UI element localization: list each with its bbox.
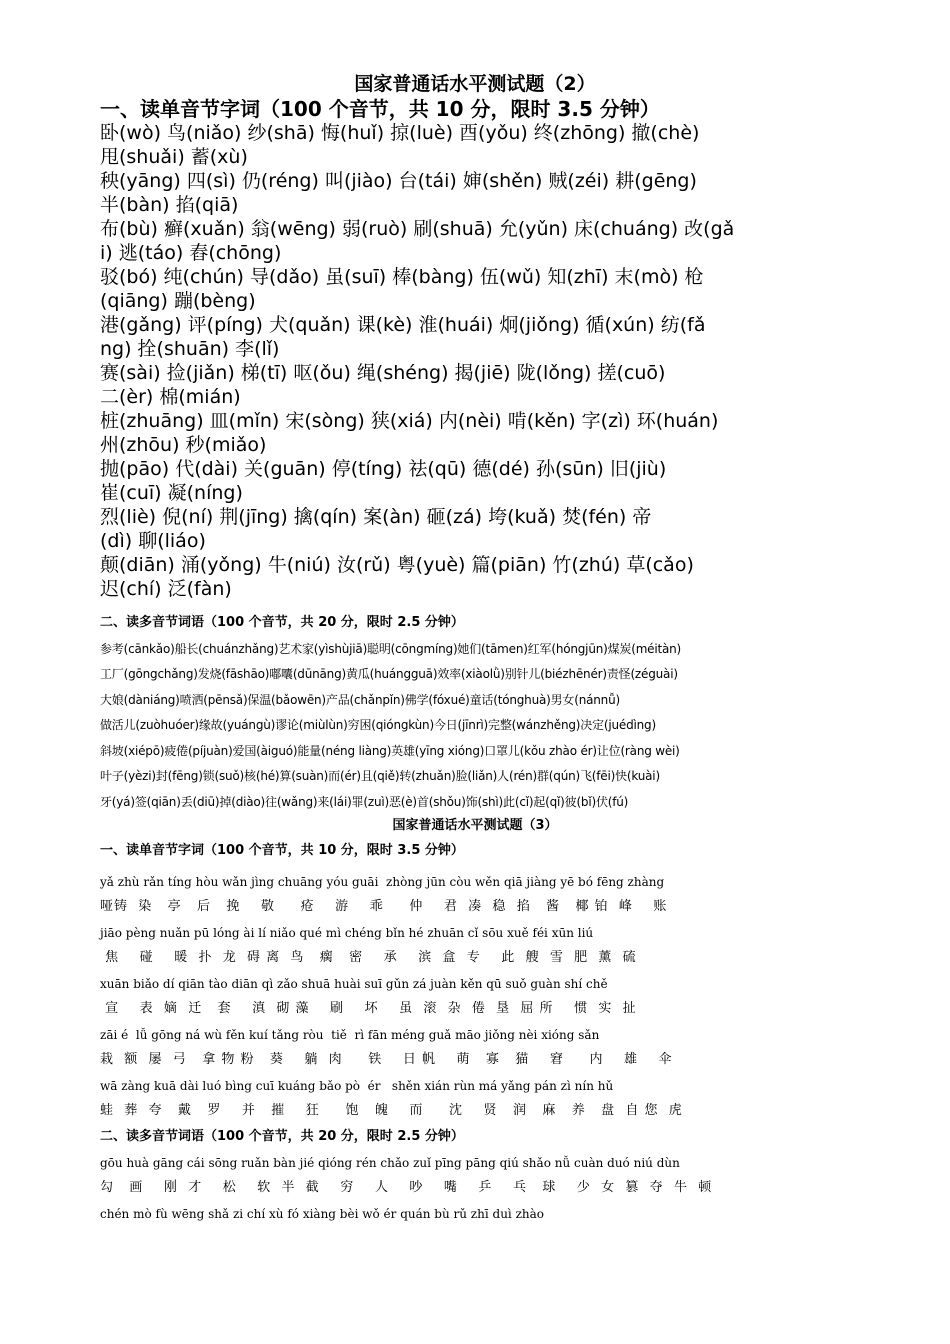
word-line: 桩(zhuāng) 皿(mǐn) 宋(sòng) 狭(xiá) 内(nèi) 啃(kěn) 字(zì) 环(huán): [100, 410, 719, 432]
word-line: 卧(wò) 鸟(niǎo) 纱(shā) 悔(huǐ) 掠(luè) 酉(yǒu) 终(zhōng) 撤(chè): [100, 122, 700, 144]
phrase-line: 工厂(gōngchǎng)发烧(fāshāo)嘟囔(dūnāng)黄瓜(huángguā)效率(xiàolǜ)别针儿(biézhēnér)责怪(zéguài): [100, 667, 678, 681]
test3-section2-heading: 二、读多音节词语（100 个音节，共 20 分，限时 2.5 分钟）: [100, 1129, 464, 1144]
word-line: (dì) 聊(liáo): [100, 530, 206, 552]
word-line: 赛(sài) 捡(jiǎn) 梯(tī) 呕(ǒu) 绳(shéng) 揭(jiē) 陇(lǒng) 搓(cuō): [100, 362, 666, 384]
hanzi-line: 焦 碰 暖 扑 龙 碍 离 鸟 瘸 密 承 滨 盒 专 此 艘 雪 肥 薰 硫: [100, 950, 637, 965]
word-line: 秧(yāng) 四(sì) 仍(réng) 叫(jiào) 台(tái) 婶(shěn) 贼(zéi) 耕(gēng): [100, 170, 697, 192]
phrase-line: 牙(yá)签(qiān)丢(diū)掉(diào)往(wǎng)来(lái)罪(zuì)恶(è)首(shǒu)饰(shì)此(cǐ)起(qǐ)彼(bǐ)伏(fú): [100, 795, 629, 809]
phrase-line: 大娘(dàniáng)喷洒(pēnsǎ)保温(bǎowēn)产品(chǎnpǐn)佛学(fóxué)童话(tónghuà)男女(nánnǚ): [100, 693, 620, 707]
hanzi-line: 栽 额 屡 弓 拿 物 粉 葵 躺 肉 铁 日 帆 萌 寡 猫 窘 内 雄 伞: [100, 1052, 673, 1067]
phrase-line: 做活儿(zuòhuóer)缘故(yuángù)谬论(miùlùn)穷困(qióngkùn)今日(jīnrì)完整(wánzhěng)决定(juédìng): [100, 718, 656, 732]
test2-section2-heading: 二、读多音节词语（100 个音节，共 20 分，限时 2.5 分钟）: [100, 615, 464, 630]
word-line: 抛(pāo) 代(dài) 关(guān) 停(tíng) 祛(qū) 德(dé) 孙(sūn) 旧(jiù): [100, 458, 667, 480]
test3-title: 国家普通话水平测试题（3）: [392, 818, 558, 833]
pinyin-line: zāi é lǚ gōng ná wù fěn kuí tǎng ròu tiě rì fān méng guǎ māo jiǒng nèi xióng sǎn: [100, 1028, 600, 1042]
word-line: 半(bàn) 掐(qiā): [100, 194, 239, 216]
word-line: 港(gǎng) 评(píng) 犬(quǎn) 课(kè) 淮(huái) 炯(jiǒng) 循(xún) 纺(fǎ: [100, 314, 706, 336]
word-line: (qiāng) 蹦(bèng): [100, 290, 256, 312]
test2-section1-heading: 一、读单音节字词（100 个音节，共 10 分，限时 3.5 分钟）: [100, 97, 660, 121]
word-line: 二(èr) 棉(mián): [100, 386, 241, 408]
hanzi-line: 宣 表 嫡 迁 套 滇 砌 藻 刷 坏 虽 滚 杂 倦 垦 屈 所 惯 实 扯: [100, 1001, 637, 1016]
hanzi-line: 勾 画 刚 才 松 软 半 截 穷 人 吵 嘴 乒 乓 球 少 女 篡 夺 牛 顿: [100, 1180, 713, 1195]
word-line: 州(zhōu) 秒(miǎo): [100, 434, 267, 456]
hanzi-line: 蛙 葬 夸 戴 罗 并 摧 狂 饱 魄 而 沈 贤 润 麻 养 盘 自 您 虎: [100, 1103, 683, 1118]
pinyin-line: yǎ zhù rǎn tíng hòu wǎn jìng chuāng yóu guāi zhòng jūn còu wěn qiā jiàng yē bó fēng zhàng: [100, 875, 665, 889]
word-line: 崔(cuī) 凝(níng): [100, 482, 243, 504]
word-line: 甩(shuǎi) 蓄(xù): [100, 146, 248, 168]
phrase-line: 叶子(yèzi)封(fēng)锁(suǒ)核(hé)算(suàn)而(ér)且(qiě)转(zhuǎn)脸(liǎn)人(rén)群(qún)飞(fēi)快(kuài): [100, 769, 660, 783]
word-line: ng) 拴(shuān) 李(lǐ): [100, 338, 280, 360]
test2-title: 国家普通话水平测试题（2）: [354, 73, 596, 95]
pinyin-line: gōu huà gāng cái sōng ruǎn bàn jié qióng rén chǎo zuǐ pīng pāng qiú shǎo nǚ cuàn duó niú dùn: [100, 1156, 680, 1170]
test3-section1-heading: 一、读单音节字词（100 个音节，共 10 分，限时 3.5 分钟）: [100, 843, 464, 858]
word-line: 布(bù) 癣(xuǎn) 翁(wēng) 弱(ruò) 刷(shuā) 允(yǔn) 床(chuáng) 改(gǎ: [100, 218, 735, 240]
word-line: 迟(chí) 泛(fàn): [100, 578, 232, 600]
phrase-line: 斜坡(xiépō)疲倦(píjuàn)爱国(àiguó)能量(néng liàng)英雄(yīng xióng)口罩儿(kǒu zhào ér)让位(ràng wèi): [100, 744, 680, 758]
word-line: 颠(diān) 涌(yǒng) 牛(niú) 汝(rǔ) 粤(yuè) 篇(piān) 竹(zhú) 草(cǎo): [100, 554, 694, 576]
hanzi-line: 哑铸 染 亭 后 挽 敬 疮 游 乖 仲 君 凑 稳 掐 酱 椰 铂 峰 账: [100, 899, 668, 914]
phrase-line: 参考(cānkǎo)船长(chuánzhǎng)艺术家(yìshùjiā)聪明(cōngmíng)她们(tāmen)红军(hóngjūn)煤炭(méitàn): [100, 642, 682, 656]
word-line: 驳(bó) 纯(chún) 导(dǎo) 虽(suī) 棒(bàng) 伍(wǔ) 知(zhī) 末(mò) 枪: [100, 266, 704, 288]
pinyin-line: chén mò fù wēng shǎ zi chí xù fó xiàng bèi wǒ ér quán bù rǔ zhī duì zhào: [100, 1207, 545, 1221]
word-line: 烈(liè) 倪(ní) 荆(jīng) 擒(qín) 案(àn) 砸(zá) 垮(kuǎ) 焚(fén) 帝: [100, 506, 652, 528]
pinyin-line: xuān biǎo dí qiān tào diān qì zǎo shuā huài suī gǔn zá juàn kěn qū suǒ guàn shí chě: [100, 977, 608, 991]
word-line: i) 逃(táo) 舂(chōng): [100, 242, 282, 264]
pinyin-line: jiāo pèng nuǎn pū lóng ài lí niǎo qué mì chéng bǐn hé zhuān cǐ sōu xuě féi xūn liú: [100, 926, 594, 940]
pinyin-line: wā zàng kuā dài luó bìng cuī kuáng bǎo pò ér shěn xián rùn má yǎng pán zì nín hǔ: [100, 1079, 614, 1093]
